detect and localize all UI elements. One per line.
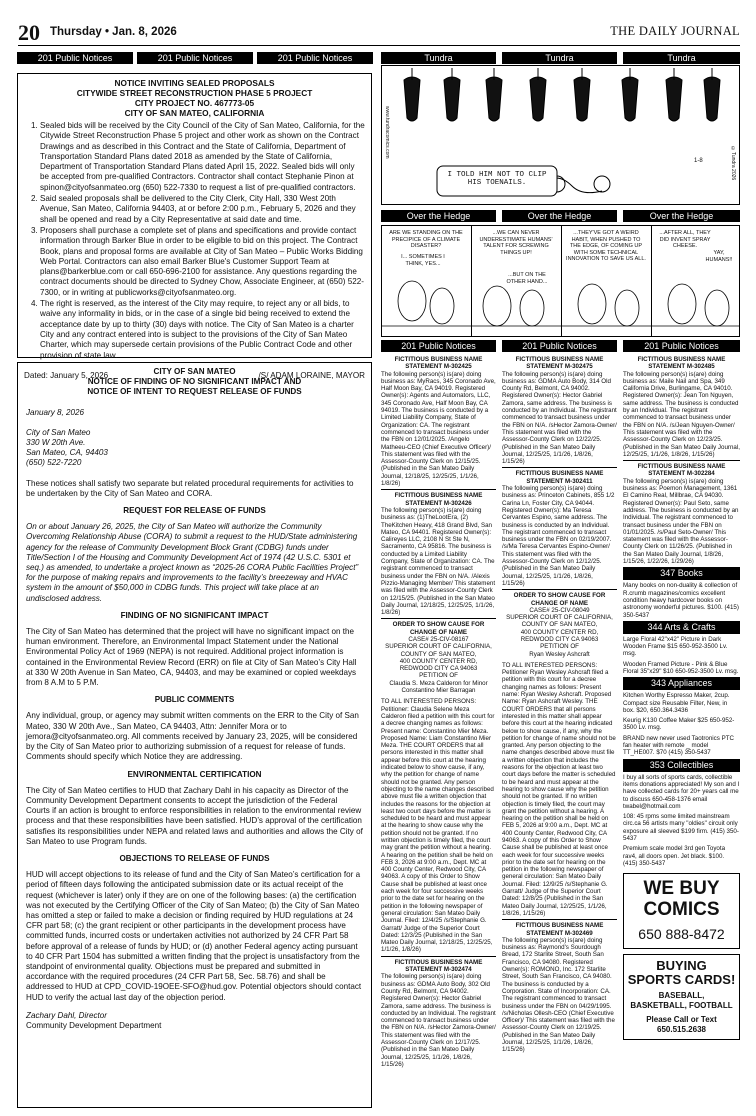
notice-paragraph: HUD will accept objections to its release of fund and the City of San Mateo’s certification for a period of fifteen days following the anticipated submission date or its actual receipt of the request (whichever is later) only if they are on one of the following bases: (a) the certification was not executed by the Certifying Officer of the City of San Mateo; (b) the City of San Mateo has omitted a step or failed to make a decision or finding required by HUD regulations at 24 CFR part 58; (c) the grant recipient or other participants in the development process have committed funds, incurred costs or undertaken activities not authorized by 24 CFR Part 58 before approval of a release of funds by HUD; or (d) another Federal agency acting pursuant to 40 CFR Part 1504 has submitted a written finding that the project is unsatisfactory from the standpoint of environmental quality. Objections must be prepared and submitted in accordance with the required procedures (24 CFR Part 58, Sec. 58.76) and shall be addressed to HUD at CPD_COVID-19OEE-SFO@hud.gov. Potential objectors should contact HUD to verify the actual last day of the objection period. [26, 870, 362, 1002]
notice-title: NOTICE INVITING SEALED PROPOSALS CITYWIDE STREET RECONSTRUCTION PHASE 5 PROJECT CITY PROJECT NO. 467773-05 CITY OF SAN MATEO, CALIFORNIA [76, 78, 313, 118]
notice-address: City of San Mateo 330 W 20th Ave. San Mateo, CA, 94403 (650) 522-7220 [26, 427, 108, 468]
hedge-balloon: I... SOMETIMES I THINK, YES... [401, 254, 445, 267]
listing-title: FICTITIOUS BUSINESS NAME STATEMENT M-302426 [394, 492, 483, 507]
listing-title: FICTITIOUS BUSINESS NAME STATEMENT M-302469 [515, 922, 604, 937]
category-bar-arts: 344 Arts & Crafts [623, 621, 740, 634]
notice-title: CITY OF SAN MATEO NOTICE OF FINDING OF NO SIGNIFICANT IMPACT AND NOTICE OF INTENT TO REQUEST RELEASE OF FUNDS [87, 367, 302, 397]
section-heading: FINDING OF NO SIGNIFICANT IMPACT [120, 610, 269, 620]
page-date: Thursday • Jan. 8, 2026 [50, 26, 177, 38]
listing-title: FICTITIOUS BUSINESS NAME STATEMENT M-302411 [515, 470, 604, 485]
section-heading: PUBLIC COMMENTS [154, 695, 235, 705]
listing-body: TO ALL INTERESTED PERSONS: Petitioner: Claudia Selene Meza Calderon filed a petition with this court for a decree changing names as follows: Present name: Constantino Mier Meza. Proposed Name: Liam Constantino Mier Meza. THE COURT ORDERS that all persons interested in this matter shall appear before this court at the hearing indicated below to show cause, if any, why the petition for change of name should not be granted. Any person objecting to the name changes described above must file a written objection that includes the reasons for the objection at least two court days before the matter is scheduled to be heard and must appear at the hearing to show cause why the petition should not be granted. If no written objection is timely filed, the court may grant the petition without a hearing. A hearing on the petition shall be held on FEB 3, 2026 at 9:00 a.m., Dept. MC at 400 County Center, Redwood City, CA 94063. A copy of this Order to Show Cause shall be published at least once each week for four successive weeks prior to the date set for hearing on the petition in the following newspaper of general circulation: San Mateo Daily Journal. Filed: 12/4/25 /s/Stephanie G. Garratt/ Judge of the Superior Court Dated: 12/3/25 (Published in the San Mateo Daily Journal, 12/18/25, 12/25/25, 1/1/26, 1/8/26) [381, 698, 495, 954]
comic-bar-tundra: Tundra [502, 52, 617, 64]
tundra-copyright: ©Tundra 2026 [730, 146, 736, 181]
classified-ad: BRAND new never used Taotronics PTC fan heater with remote _ model TT_HE007. $70 (415) 350-5437 [623, 734, 734, 757]
page-header [18, 20, 740, 46]
section-bar-public-notices: 201 Public Notices [17, 52, 133, 64]
notice-items [40, 121, 365, 361]
notice-fonsi [17, 362, 372, 1108]
classified-ad: Kitchen Worthy Espresso Maker, 2cup. Compact size Reusable Filter, New, in box. $20, 650.364.3436 [623, 692, 730, 714]
listing-body: The following person(s) is(are) doing business as: Princeton Cabinets, 855 1/2 Carina Ln, Foster City, CA 94044. Registered Owner(s): Ma Teresa Cervantes Espino, same address. The business is conducted by an Individual. The registrant commenced to transact business under the FBN on 02/19/2007. /s/Ma Teresa Cervantes Espino-Owner/ This statement was filed with the Assessor-County Clerk on 12/12/25. (Published in the San Mateo Daily Journal, 12/25/25, 1/1/26, 1/8/26, 1/15/26) [502, 485, 615, 587]
masthead: THE DAILY JOURNAL [610, 24, 740, 38]
notice-dated: Dated: January 5, 2026 [24, 370, 109, 380]
comic-bar-hedge: Over the Hedge [502, 210, 617, 222]
classified-column-3 [623, 354, 740, 1108]
listing-title: ORDER TO SHOW CAUSE FOR CHANGE OF NAME CASE# 25-CIV-08167 SUPERIOR COURT OF CALIFORNIA, COUNTY OF SAN MATEO, 400 COUNTY CENTER RD, REDWOOD CITY CA 94063 PETITION OF Claudia S. Meza Calderon for Minor Constantino Mier Barragan [385, 621, 492, 695]
comic-bar-hedge: Over the Hedge [623, 210, 740, 222]
signature-dept: Community Development Department [26, 1020, 162, 1030]
notice-item: 2. Said sealed proposals shall be delivered to the City Clerk, City Hall, 330 West 20th Avenue, San Mateo, California 94403, at or before 2:00 p.m., February 5, 2026 and they shall be opened and read by a City Representative at said date and time. [40, 194, 365, 225]
section-bar-public-notices: 201 Public Notices [257, 52, 373, 64]
notice-signature: /S/ ADAM LORAINE, MAYOR [258, 370, 365, 380]
ad-buying-sports-cards: BUYING SPORTS CARDS! BASEBALL, BASKETBALL, FOOTBALL Please Call or Text 650.515.2638 [623, 954, 740, 1040]
section-bar-public-notices: 201 Public Notices [381, 340, 496, 352]
tundra-speech: I TOLD HIM NOT TO CLIP HIS TOENAILS. [447, 171, 547, 187]
section-heading: ENVIRONMENTAL CERTIFICATION [127, 769, 262, 779]
section-heading: REQUEST FOR RELEASE OF FUNDS [123, 506, 266, 516]
listing-title: FICTITIOUS BUSINESS NAME STATEMENT M-302474 [394, 958, 483, 974]
notice-paragraph: Any individual, group, or agency may submit written comments on the ERR to the City of San Mateo, 330 W 20th Ave., San Mateo, CA 94403, Attn: Jennifer Mora or to jemora@cityofsanmateo.org. All comments received by January 23, 2025, will be considered by the City of San Mateo prior to authorizing submission of a request for release of funds. Comments should specify which Notice they are addressing. [26, 711, 359, 762]
notice-paragraph: The City of San Mateo has determined that the project will have no significant impact on the human environment. Therefore, an Environmental Impact Statement under the National Environmental Policy Act of 1969 (NEPA) is not required. Additional project information is contained in the Environmental Review Record (ERR) on file at City of San Mateo’s City Hall at 330 W 20th Avenue in San Mateo, CA, 94403, and may be examined or copied weekdays from 8 A.M to 5 P.M. [26, 627, 357, 688]
hedge-balloon: ...AFTER ALL, THEY DID INVENT SPRAY CHEESE. [659, 230, 711, 249]
listing-title: FICTITIOUS BUSINESS NAME STATEMENT M-302425 [394, 356, 483, 371]
comic-bar-tundra: Tundra [381, 52, 496, 64]
comic-bar-hedge: Over the Hedge [381, 210, 496, 222]
section-heading: OBJECTIONS TO RELEASE OF FUNDS [119, 853, 270, 863]
hedge-balloon: ...WE CAN NEVER UNDERESTIMATE HUMANS' TALENT FOR SCREWING THINGS UP! [479, 230, 553, 256]
classified-column-2 [502, 354, 617, 1108]
listing-body: The following person(s) is(are) doing business as: Maile Nail and Spa, 349 California Drive, Burlingame, CA 94010. Registered Owner(s): Jean Ton Nguyen, same address. The business is conducted by an Individual. The registrant commenced to transact business under the FBN on N/A. /s/Jean Nguyen-Owner/ This statement was filed with the Assessor-County Clerk on 12/23/25. (Published in the San Mateo Daily Journal, 12/25/25, 1/1/26, 1/8/26, 1/15/26) [623, 370, 740, 458]
listing-body: The following person(s) is(are) doing business as: GDMA Auto Body, 302 Old County Rd, Belmont, CA 94002. Registered Owner(s): Hector Gabriel Zamora, same address. The business is conducted by an Individual. The registrant commenced to transact business under the FBN on N/A. /sHector Zamora-Owner/ This statement was filed with the Assessor-County Clerk on 12/17/25. (Published in the San Mateo Daily Journal, 12/25/25, 1/1/26, 1/8/26, 1/15/26) [381, 973, 496, 1068]
classified-ad: 108: 45 rpms some limited mainstream circ.ca 56 artists many "oldies" circuit only exposure all sleeved $199 firm. (415) 350-5437 [623, 813, 739, 843]
classified-ad: Wooden Framed Picture - Pink & Blue Floral 35"x29" $10 650-952-3500 Lv. msg. [623, 660, 739, 675]
listing-title: FICTITIOUS BUSINESS NAME STATEMENT M-302485 [637, 356, 726, 371]
signature-name: Zachary Dahl, Director [26, 1010, 107, 1020]
category-bar-collectibles: 353 Collectibles [623, 759, 740, 772]
classified-ad: Keurig K130 Coffee Maker $25 650-952-3500 Lv. msg. [623, 717, 735, 732]
classified-ad: I buy all sorts of sports cards, collectible items donations appreciated! My son and I have collected cards for 20+ years call me to discuss 650-458-1376 email twabel@hotmail.com [623, 773, 740, 810]
section-bar-public-notices: 201 Public Notices [502, 340, 617, 352]
hedge-balloon: ...BUT ON THE OTHER HAND... [506, 272, 548, 285]
listing-body: The following person(s) is(are) doing business as: GDMA Auto Body, 314 Old County Rd, Belmont, CA 94002. Registered Owner(s): Hector Gabriel Zamora, same address. The business is conducted by an Individual. The registrant commenced to transact business under the FBN on N/A. /sHector Zamora-Owner/ This statement was filed with the Assessor-County Clerk on 12/22/25. (Published in the San Mateo Daily Journal, 12/25/25, 1/1/26, 1/8/26, 1/15/26) [502, 370, 617, 466]
notice-item: 4. The right is reserved, as the interest of the City may require, to reject any or all bids, to waive any informality in bids, or in the case of a single bid being received to extend the acceptance date by up to thirty (30) days with notice. The City of San Mateo is a charter City and any contract entered into is subject to the provisions of the City of San Mateo Charter, which may supersede certain provisions of the Public Contract Code and other provision of state law. [40, 299, 365, 361]
ad-we-buy-comics: WE BUY COMICS 650 888-8472 [623, 873, 740, 949]
listing-body: The following person(s) is(are) doing business as: Poemon Management, 1361 El Camino Real, Millbrae, CA 94030. Registered Owner(s): Paul Seto, same address. The business is conducted by an Individual. The registrant commenced to transact business under the FBN on 01/01/2025. /s/Paul Seto-Owner/ This statement was filed with the Assessor-County Clerk on 11/26/25. (Published in the San Mateo Daily Journal, 1/8/26, 1/15/26, 1/22/26, 1/29/26) [623, 477, 739, 566]
tundra-date: 1-8 [694, 158, 703, 164]
listing-title: FICTITIOUS BUSINESS NAME STATEMENT M-302284 [637, 463, 726, 478]
listing-body: The following person(s) is(are) doing business as: (1)TheLootEra, (2) TheKitchen Heavy, 418 Grand Blvd, San Mateo, CA 94401. Registered Owner(s): Calireyes LLC, 2108 N St Ste N, Sacramento, CA 95816. The business is conducted by a Limited Liability Company, State of Organization: CA. The registrant commenced to transact business under the FBN on N/A. /Alexis Pizzio-Managing Member/ This statement was filed with the Assessor-County Clerk on 12/15/25. (Published in the San Mateo Daily Journal, 12/18/25, 12/25/25, 1/1/26, 1/8/26) [381, 506, 496, 617]
classified-ad: Large Floral 42"x42" Picture in Dark Wooden Frame $15 650-952-3500 Lv. msg. [623, 635, 728, 658]
listing-body: The following person(s) is(are) doing business as: Raymond's Sourdough Bread, 172 Starlite Street, South San Francisco, CA 94080. Registered Owner(s): ROMONO, Inc. 172 Starlite Street, South San Francisco, CA 94080. The business is conducted by a Corporation. State of Incorporation: CA. The registrant commenced to transact business under the FBN on 04/29/1995. /s/Nicholas Ollesh-CEO (Chief Executive Officer)/ This statement was filed with the Assessor-County Clerk on 12/19/25. (Published in the San Mateo Daily Journal, 12/25/25, 1/1/26, 1/8/26, 1/15/26) [502, 936, 615, 1054]
section-bar-public-notices: 201 Public Notices [623, 340, 740, 352]
section-bar-public-notices: 201 Public Notices [137, 52, 253, 64]
hedge-comic [381, 225, 740, 337]
classified-column-1 [381, 354, 496, 1108]
tundra-comic [381, 65, 740, 205]
listing-body: The following person(s) is(are) doing business as: MyRacs, 345 Coronado Ave, Half Moon Bay, CA 94019. Registered Owner(s): Agents and Automators, LLC, 345 Coronado Ave, Half Moon Bay, CA 94019. The business is conducted by a Limited Liability Company, State of Organization: CA. The registrant commenced to transact business under the FBN on 12/01/2025. /Angelo Matheeu-CEO (Chief Executive Officer)/ This statement was filed with the Assessor-County Clerk on 12/15/25. (Published in the San Mateo Daily Journal, 12/18/25, 12/25/25, 1/1/26, 1/8/26) [381, 370, 496, 488]
notice-intro: These notices shall satisfy two separate but related procedural requirements for activities to be undertaken by the City of San Mateo and CORA. [26, 478, 354, 498]
classified-ad: Premium scale model 3rd gen Toyota rav4, all doors open. Jet black. $100. (415) 350-5437 [623, 845, 726, 867]
notice-sealed-proposals [17, 73, 372, 380]
hedge-balloon: ...THEY'VE GOT A WEIRD HABIT, WHEN PUSHED TO THE EDGE, OF COMING UP WITH SOME TECHNICAL INNOVATION TO SAVE US ALL. [566, 230, 646, 262]
listing-title: FICTITIOUS BUSINESS NAME STATEMENT M-302475 [515, 356, 604, 371]
comic-bar-tundra: Tundra [623, 52, 740, 64]
notice-item: 3. Proposers shall purchase a complete set of plans and specifications and provide contact information through Barker Blue in order to be eligible to bid on this project. The Contract Book, plans and proposal forms are available at City of San Mateo – Public Works Bidding Web Portal. Contractors can also email Barker Blue's Customer Support Team at plans@barkerblue.com or call 650-696-2100 for assistance. Any questions regarding the contract documents should be directed to Sydney Chow, Associate Engineer, at (650) 522-7300, or in writing at publicworks@cityofsanmateo.org. [40, 226, 365, 298]
category-bar-appliances: 343 Appliances [623, 677, 740, 690]
classified-ad: Many books on non-duality & collection of R.crumb magazines/comics excellent condition heavy hardcover books on astronomy wonderful pictures. $100. (415) 350-5437 [623, 582, 739, 619]
page-number: 20 [18, 20, 40, 45]
notice-paragraph: The City of San Mateo certifies to HUD that Zachary Dahl in his capacity as Director of the Community Development Department consents to accept the jurisdiction of the Federal Courts if an action is brought to enforce responsibilities in relation to the environmental review process and that these responsibilities have been satisfied. HUD’s approval of the certification satisfies its responsibilities under NEPA and related laws and authorities and allows the City of San Mateo to use Program funds. [26, 785, 363, 846]
tundra-drawing [382, 66, 740, 205]
category-bar-books: 347 Books [623, 567, 740, 580]
notice-paragraph: On or about January 26, 2025, the City of San Mateo will authorize the Community Overcoming Relationship Abuse (CORA) to submit a request to the HUD/State administering agency for the release of Community Development Block Grant (CDBG) funds under Title/Section I of the Housing and Community Development Act of 1974 (42 U.S.C. 5301 et seq.) as amended, to undertake a project known as “2025-26 CORA Public Facilities Project” for the purpose of making repairs and improvements to the facility’s breezeway and HVAC system in the amount of $50,000 in CDBG funds. This project will take place at an undisclosed address. [26, 522, 359, 603]
notice-date: January 8, 2026 [26, 407, 85, 417]
hedge-balloon: YAY, HUMANS!! [705, 250, 733, 263]
hedge-balloon: ARE WE STANDING ON THE PRECIPICE OF A CLIMATE DISASTER? [389, 230, 463, 249]
listing-title: ORDER TO SHOW CAUSE FOR CHANGE OF NAME CASE# 25-CIV-08049 SUPERIOR COURT OF CALIFORNIA, COUNTY OF SAN MATEO, 400 COUNTY CENTER RD, REDWOOD CITY CA 94063 PETITION OF Ryan Wesley Ashcraft [506, 592, 613, 658]
hedge-drawing [382, 226, 740, 337]
listing-body: TO ALL INTERESTED PERSONS: Petitioner Ryan Wesley Ashcraft filed a petition with this court for a decree changing names as follows: Present name: Ryan Wesley Ashcraft. Proposed Name: Ryan Ashcraft Wesley. THE COURT ORDERS that all persons interested in this matter shall appear before this court at the hearing indicated below to show cause, if any, why the petition for change of name should not be granted. Any person objecting to the name changes described above must file a written objection that includes the reasons for the objection at least two court days before the matter is scheduled to be heard and must appear at the hearing to show cause why the petition should not be granted. If no written objection is timely filed, the court may grant the petition without a hearing. A hearing on the petition shall be held on FEB 5, 2026 at 9:00 a.m., Dept. MC at 400 County Center, Redwood City, CA 94063. A copy of this Order to Show Cause shall be published at least once each week for four successive weeks prior to the date set for hearing on the petition in the following newspaper of general circulation: San Mateo Daily Journal. Filed: 12/9/25 /s/Stephanie G. Garratt/ Judge of the Superior Court Dated: 12/8/25 (Published in the San Mateo Daily Journal, 12/25/25, 1/1/26, 1/8/26, 1/15/26) [502, 661, 616, 917]
notice-item: 1. Sealed bids will be received by the City Council of the City of San Mateo, California, for the Citywide Street Reconstruction Phase 5 project and other work as shown on the Contract Drawings and as described in this Contract and the State of California, Department of Transportation Standard Plans dated 2018 as amended by the State of California, Department of Transportation Standard Plans dated April 15, 2022. Sealed bids will only be accepted from pre-qualified Contractors. Contractor shall contact Stephanie Pinon at spinon@cityofsanmateo.org (650) 522-7330 to request a list of pre-qualified contractors. [40, 121, 365, 193]
tundra-url: www.tundracomics.com [384, 106, 390, 159]
